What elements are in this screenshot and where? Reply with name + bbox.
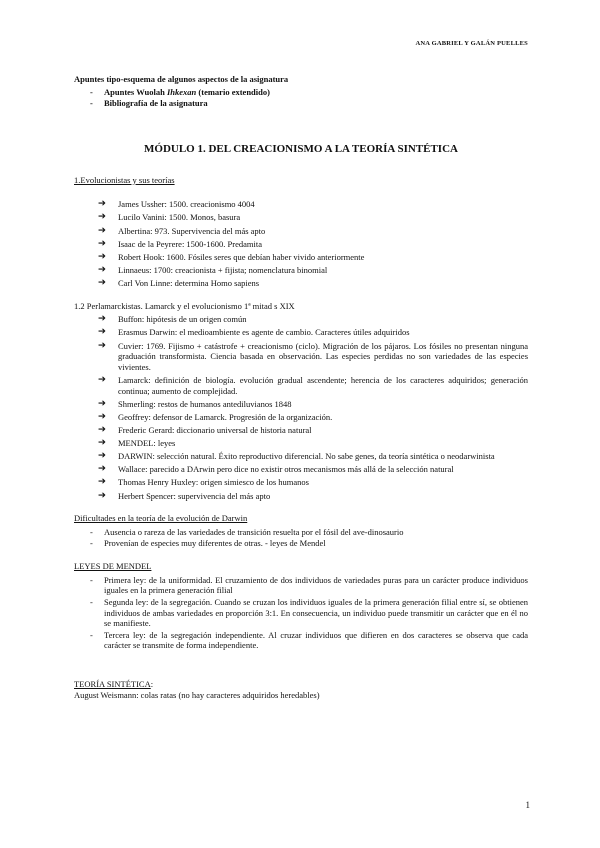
content — [74, 74, 528, 700]
list-item — [74, 399, 528, 410]
arrow-icon: ➔ — [98, 339, 106, 351]
list-item-text: Buffon: hipótesis de un origen común — [118, 314, 247, 325]
list-item — [74, 265, 528, 276]
header-author: ANA GABRIEL Y GALÁN PUELLES — [415, 40, 528, 47]
section-heading: Dificultades en la teoría de la evolución de Darwin — [74, 513, 248, 524]
section-heading-text: TEORÍA SINTÉTICA — [74, 679, 151, 689]
list-item — [74, 212, 528, 223]
arrow-icon: ➔ — [98, 450, 106, 462]
list-item — [74, 226, 528, 237]
list-item-text: DARWIN: selección natural. Éxito reproductivo diferencial. No sabe genes, da teoría sintética o neodarwinista — [118, 451, 495, 462]
list-item-text: Thomas Henry Huxley: origen simiesco de los humanos — [118, 477, 309, 488]
arrow-icon: ➔ — [98, 326, 106, 338]
list-item — [74, 278, 528, 289]
arrow-icon: ➔ — [98, 198, 106, 210]
arrow-icon: ➔ — [98, 277, 106, 288]
section-teoria-sintetica — [74, 679, 528, 700]
intro-item-suffix: (temario extendido) — [196, 86, 270, 97]
section-heading — [74, 679, 528, 690]
intro-item-italic: Ihkexan — [167, 86, 197, 97]
arrow-icon: ➔ — [98, 250, 106, 262]
intro-item-text: Apuntes Wuolah — [104, 86, 167, 97]
list-item-text: Herbert Spencer: supervivencia del más apto — [118, 490, 271, 501]
list-item-text: Shmerling: restos de humanos antediluvianos 1848 — [118, 398, 292, 409]
arrow-icon: ➔ — [98, 437, 106, 448]
list-item-text: Lamarck: definición de biología. evolución gradual ascendente; herencia de los caracteres adquiridos; generación continua; aumento de complejidad. — [118, 374, 528, 396]
intro-item-text: Bibliografía de la asignatura — [104, 98, 208, 109]
intro-title: Apuntes tipo-esquema de algunos aspectos de la asignatura — [74, 74, 289, 84]
list-item-text: Cuvier: 1769. Fijismo + catástrofe + creacionismo (ciclo). Migración de los pájaros. Los fósiles no presentan ninguna graduación transformista. Ciencia basada en observación. Las especies perdidas no son variedades de las especies vivientes. — [118, 340, 528, 372]
list-item — [74, 477, 528, 488]
module-title: MÓDULO 1. DEL CREACIONISMO A LA TEORÍA SINTÉTICA — [144, 142, 458, 155]
arrow-icon: ➔ — [98, 397, 106, 409]
list-item-text: James Ussher: 1500. creacionismo 4004 — [118, 199, 255, 210]
list-item-text: Erasmus Darwin: el medioambiente es agente de cambio. Caracteres útiles adquiridos — [118, 327, 410, 338]
arrow-list — [74, 199, 528, 288]
arrow-list — [74, 314, 528, 501]
list-item: - Tercera ley: de la segregación independiente. Al cruzar individuos que difieren en dos caracteres se observa que cada carácter se transmite de forma independiente. — [74, 630, 528, 651]
arrow-icon: ➔ — [98, 423, 106, 435]
list-item-text: Isaac de la Peyrere: 1500-1600. Predamita — [118, 238, 262, 249]
list-item-text: Frederic Gerard: diccionario universal de historia natural — [118, 424, 312, 435]
list-item — [74, 341, 528, 373]
list-item-text: Carl Von Linne: determina Homo sapiens — [118, 278, 260, 288]
list-item — [74, 412, 528, 423]
list-item — [74, 199, 528, 210]
list-item — [74, 239, 528, 250]
arrow-icon: ➔ — [98, 489, 106, 501]
list-item-text: Robert Hook: 1600. Fósiles seres que debían haber vivido anteriormente — [118, 251, 365, 262]
intro-list — [74, 87, 528, 109]
list-item — [74, 451, 528, 462]
intro-item — [74, 87, 528, 98]
list-item-text: MENDEL: leyes — [118, 438, 176, 448]
list-item: - Ausencia o rareza de las variedades de transición resuelta por el fósil del ave-dinosaurio — [74, 527, 528, 538]
list-item-text: Geoffrey: defensor de Lamarck. Progresión de la organización. — [118, 411, 333, 422]
section-dificultades — [74, 513, 528, 549]
section-leyes-mendel — [74, 561, 528, 651]
list-item-text: Linnaeus: 1700: creacionista + fijista; nomenclatura binomial — [118, 264, 328, 275]
section-perlamarckistas — [74, 301, 528, 502]
list-item-text: Albertina: 973. Supervivencia del más apto — [118, 225, 266, 236]
list-item — [74, 438, 528, 449]
dash-list — [74, 575, 528, 651]
list-item: - Segunda ley: de la segregación. Cuando se cruzan los individuos iguales de la primera generación filial entre sí, se obtienen individuos de ambas variedades en proporción 3:1. En consecuencia, un individuo puede transmitir un carácter que en él no se manifieste. — [74, 597, 528, 629]
list-item — [74, 425, 528, 436]
section-heading: 1.Evolucionistas y sus teorías — [74, 174, 175, 185]
list-item-text: Lucilo Vanini: 1500. Monos, basura — [118, 212, 241, 223]
arrow-icon: ➔ — [98, 224, 106, 236]
section-heading: LEYES DE MENDEL — [74, 561, 152, 571]
list-item — [74, 491, 528, 502]
intro-item — [74, 98, 528, 109]
list-item — [74, 314, 528, 325]
list-item — [74, 464, 528, 475]
list-item: - Primera ley: de la uniformidad. El cruzamiento de dos individuos de variedades puras para un carácter produce individuos iguales en la primera generación filial — [74, 575, 528, 596]
section-evolucionistas — [74, 175, 528, 289]
arrow-icon: ➔ — [98, 373, 106, 385]
arrow-icon: ➔ — [98, 263, 106, 275]
arrow-icon: ➔ — [98, 476, 106, 488]
list-item: - Provenían de especies muy diferentes de otras. - leyes de Mendel — [74, 538, 528, 549]
list-item — [74, 375, 528, 396]
page-number: 1 — [525, 800, 530, 810]
paragraph: August Weismann: colas ratas (no hay caracteres adquiridos heredables) — [74, 689, 320, 700]
arrow-icon: ➔ — [98, 237, 106, 249]
section-heading: 1.2 Perlamarckistas. Lamarck y el evolucionismo 1ª mitad s XIX — [74, 300, 295, 311]
list-item — [74, 327, 528, 338]
arrow-icon: ➔ — [98, 313, 106, 325]
section-heading-colon: : — [150, 679, 154, 689]
arrow-icon: ➔ — [98, 463, 106, 475]
arrow-icon: ➔ — [98, 211, 106, 223]
arrow-icon: ➔ — [98, 410, 106, 422]
dash-list — [74, 527, 528, 549]
list-item-text: Wallace: parecido a DArwin pero dice no existir otros mecanismos más allá de la selección natural — [118, 464, 454, 475]
list-item — [74, 252, 528, 263]
